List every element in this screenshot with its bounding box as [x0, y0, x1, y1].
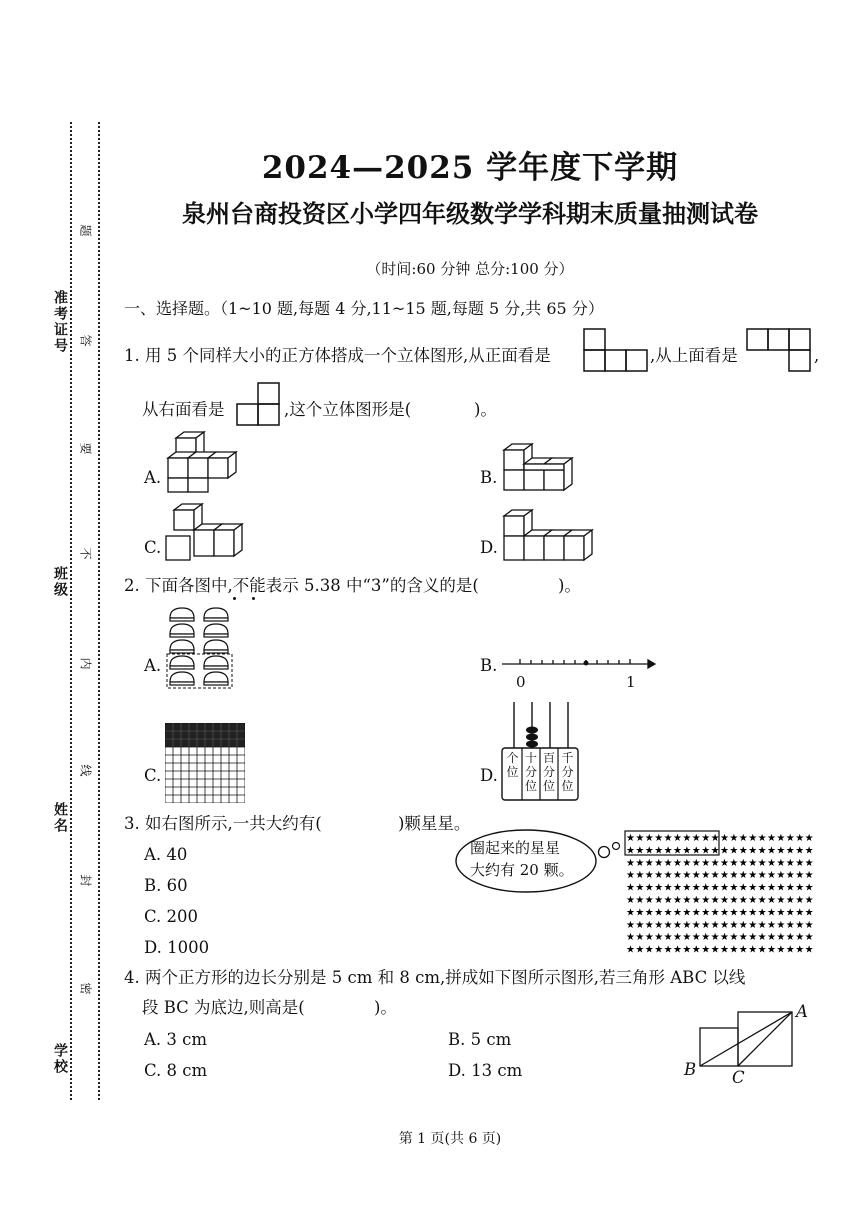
star-icon: ★	[738, 907, 748, 919]
star-icon: ★	[767, 833, 776, 844]
star-icon: ★	[691, 919, 701, 931]
star-icon: ★	[795, 833, 805, 844]
star-icon: ★	[673, 907, 682, 919]
star-icon: ★	[720, 932, 729, 944]
star-icon: ★	[785, 907, 795, 919]
star-icon: ★	[654, 845, 664, 857]
star-icon: ★	[644, 833, 654, 844]
q1-figure-a	[162, 430, 248, 494]
star-icon: ★	[644, 870, 654, 882]
star-icon: ★	[804, 932, 814, 944]
star-icon: ★	[748, 857, 758, 869]
star-icon: ★	[776, 833, 786, 844]
q4-line-2-end: )。	[374, 998, 397, 1017]
star-icon: ★	[626, 845, 635, 857]
star-icon: ★	[720, 882, 729, 894]
time-info: （时间:60 分钟 总分:100 分）	[366, 260, 574, 278]
star-icon: ★	[626, 944, 635, 956]
star-icon: ★	[729, 882, 739, 894]
star-icon: ★	[654, 944, 664, 956]
star-icon: ★	[729, 833, 739, 844]
q2-option-b[interactable]: B.	[480, 656, 498, 675]
star-icon: ★	[748, 882, 758, 894]
q2-hundred-grid	[165, 723, 245, 803]
star-icon: ★	[767, 882, 776, 894]
star-icon: ★	[635, 833, 645, 844]
q1-option-a[interactable]: A.	[144, 468, 162, 487]
q2-stem: 2. 下面各图中,不能表示 5.38 中“3”的含义的是(	[124, 576, 479, 595]
star-icon: ★	[682, 919, 692, 931]
star-icon: ★	[738, 845, 748, 857]
star-icon: ★	[635, 919, 645, 931]
star-icon: ★	[767, 857, 776, 869]
q1-figure-c	[162, 500, 248, 564]
star-icon: ★	[738, 944, 748, 956]
star-icon: ★	[710, 833, 720, 844]
star-icon: ★	[767, 932, 776, 944]
star-icon: ★	[785, 845, 795, 857]
star-icon: ★	[673, 944, 682, 956]
star-icon: ★	[748, 919, 758, 931]
star-icon: ★	[701, 919, 711, 931]
star-icon: ★	[748, 907, 758, 919]
label-name: 姓名	[52, 802, 68, 834]
star-icon: ★	[682, 895, 692, 906]
seal-char: 答	[78, 334, 93, 347]
star-icon: ★	[785, 919, 795, 931]
star-icon: ★	[729, 845, 739, 857]
star-icon: ★	[626, 857, 635, 869]
star-icon: ★	[644, 895, 654, 906]
star-grid	[624, 830, 814, 956]
star-icon: ★	[757, 944, 767, 956]
q1-front-view	[583, 328, 649, 372]
star-icon: ★	[654, 919, 664, 931]
exam-title: 2024—2025 学年度下学期	[261, 150, 679, 186]
bubble-line-1: 圈起来的星星	[470, 839, 561, 857]
star-icon: ★	[691, 932, 701, 944]
star-icon: ★	[748, 845, 758, 857]
star-icon: ★	[644, 857, 654, 869]
abacus-label-tenths: 十分位	[524, 751, 537, 793]
star-icon: ★	[701, 882, 711, 894]
star-icon: ★	[757, 932, 767, 944]
q1-option-c[interactable]: C.	[144, 538, 162, 557]
star-icon: ★	[673, 833, 682, 844]
q4-option-c[interactable]: C. 8 cm	[144, 1061, 208, 1080]
star-icon: ★	[701, 907, 711, 919]
star-icon: ★	[804, 882, 814, 894]
star-icon: ★	[663, 895, 673, 906]
star-icon: ★	[748, 833, 758, 844]
seal-char: 封	[78, 874, 93, 887]
star-icon: ★	[663, 845, 673, 857]
star-icon: ★	[804, 895, 814, 906]
star-icon: ★	[720, 944, 729, 956]
q3-stem-end: )颗星星。	[398, 814, 471, 833]
star-icon: ★	[710, 944, 720, 956]
emphasis-dot	[252, 597, 255, 600]
star-icon: ★	[701, 833, 711, 844]
star-icon: ★	[673, 919, 682, 931]
star-icon: ★	[738, 870, 748, 882]
star-icon: ★	[795, 870, 805, 882]
star-icon: ★	[795, 907, 805, 919]
star-icon: ★	[738, 895, 748, 906]
star-icon: ★	[757, 919, 767, 931]
label-exam-number: 准考证号	[52, 290, 68, 354]
star-icon: ★	[757, 857, 767, 869]
q1-text-6: )。	[474, 400, 497, 419]
q2-option-d[interactable]: D.	[480, 766, 498, 785]
seal-char: 不	[78, 547, 93, 560]
star-icon: ★	[795, 845, 805, 857]
star-icon: ★	[729, 857, 739, 869]
star-icon: ★	[663, 870, 673, 882]
q3-option-c[interactable]: C. 200	[144, 907, 199, 926]
star-icon: ★	[682, 870, 692, 882]
star-icon: ★	[691, 907, 701, 919]
star-icon: ★	[785, 833, 795, 844]
star-icon: ★	[626, 919, 635, 931]
star-icon: ★	[767, 895, 776, 906]
star-icon: ★	[804, 944, 814, 956]
star-icon: ★	[673, 932, 682, 944]
seal-char: 线	[78, 764, 93, 777]
star-icon: ★	[804, 919, 814, 931]
abacus-label-hundredths: 百分位	[542, 751, 555, 793]
star-icon: ★	[785, 895, 795, 906]
q1-text-5: ,这个立体图形是(	[284, 400, 412, 419]
star-icon: ★	[748, 895, 758, 906]
star-icon: ★	[720, 845, 729, 857]
star-icon: ★	[720, 833, 729, 844]
star-icon: ★	[682, 944, 692, 956]
q4-line-2: 段 BC 为底边,则高是(	[142, 998, 305, 1017]
q4-option-b[interactable]: B. 5 cm	[448, 1030, 512, 1049]
star-icon: ★	[654, 870, 664, 882]
star-icon: ★	[682, 833, 692, 844]
star-icon: ★	[720, 907, 729, 919]
q4-triangle-figure	[698, 1010, 798, 1070]
bubble-line-2: 大约有 20 颗。	[470, 861, 574, 879]
star-icon: ★	[701, 932, 711, 944]
star-icon: ★	[729, 932, 739, 944]
star-icon: ★	[776, 870, 786, 882]
star-icon: ★	[785, 882, 795, 894]
seal-char: 密	[78, 982, 93, 995]
point-a-label: A	[796, 1002, 808, 1021]
q1-text-2: ,从上面看是	[650, 346, 738, 365]
star-icon: ★	[701, 895, 711, 906]
star-icon: ★	[682, 932, 692, 944]
seal-char: 内	[78, 657, 93, 670]
star-icon: ★	[654, 857, 664, 869]
star-icon: ★	[804, 907, 814, 919]
star-icon: ★	[776, 932, 786, 944]
star-icon: ★	[804, 870, 814, 882]
exam-subtitle: 泉州台商投资区小学四年级数学学科期末质量抽测试卷	[182, 199, 758, 228]
star-icon: ★	[738, 919, 748, 931]
star-icon: ★	[785, 857, 795, 869]
star-icon: ★	[776, 895, 786, 906]
q1-text-3: ,	[814, 346, 820, 365]
star-icon: ★	[644, 932, 654, 944]
star-icon: ★	[710, 919, 720, 931]
star-icon: ★	[738, 932, 748, 944]
q1-option-b[interactable]: B.	[480, 468, 498, 487]
star-icon: ★	[776, 882, 786, 894]
star-icon: ★	[804, 857, 814, 869]
q1-text-4: 从右面看是	[142, 400, 225, 419]
star-icon: ★	[635, 870, 645, 882]
label-school: 学校	[52, 1043, 68, 1075]
star-icon: ★	[701, 944, 711, 956]
star-icon: ★	[635, 907, 645, 919]
star-icon: ★	[757, 882, 767, 894]
star-icon: ★	[626, 870, 635, 882]
star-icon: ★	[804, 833, 814, 844]
label-class: 班级	[52, 566, 68, 598]
star-icon: ★	[691, 944, 701, 956]
star-icon: ★	[710, 857, 720, 869]
star-icon: ★	[682, 907, 692, 919]
star-icon: ★	[804, 845, 814, 857]
star-icon: ★	[644, 882, 654, 894]
star-icon: ★	[626, 907, 635, 919]
star-icon: ★	[795, 944, 805, 956]
star-icon: ★	[729, 895, 739, 906]
star-icon: ★	[673, 870, 682, 882]
star-icon: ★	[691, 895, 701, 906]
number-line-end: 1	[626, 673, 636, 691]
star-icon: ★	[757, 833, 767, 844]
point-c-label: C	[732, 1068, 745, 1087]
q4-option-a[interactable]: A. 3 cm	[144, 1030, 208, 1049]
seal-char: 题	[78, 224, 93, 237]
star-icon: ★	[757, 845, 767, 857]
star-icon: ★	[663, 833, 673, 844]
abacus-label-thousandths: 千分位	[561, 751, 574, 793]
star-icon: ★	[729, 870, 739, 882]
star-icon: ★	[776, 919, 786, 931]
star-icon: ★	[710, 845, 720, 857]
star-icon: ★	[748, 944, 758, 956]
q4-line-1: 4. 两个正方形的边长分别是 5 cm 和 8 cm,拼成如下图所示图形,若三角形 ABC 以线	[124, 968, 746, 987]
star-icon: ★	[757, 870, 767, 882]
star-icon: ★	[673, 857, 682, 869]
seal-char: 要	[78, 442, 93, 455]
emphasis-dot	[233, 597, 236, 600]
star-icon: ★	[673, 895, 682, 906]
star-icon: ★	[738, 882, 748, 894]
star-icon: ★	[654, 833, 664, 844]
star-icon: ★	[729, 907, 739, 919]
star-icon: ★	[720, 895, 729, 906]
q2-figure-a-bread-icon	[164, 602, 236, 690]
abacus-label-ones: 个位	[506, 751, 519, 779]
q1-figure-b	[498, 438, 584, 494]
star-icon: ★	[710, 932, 720, 944]
star-icon: ★	[710, 882, 720, 894]
star-icon: ★	[673, 845, 682, 857]
section-heading: 一、选择题。（1~10 题,每题 4 分,11~15 题,每题 5 分,共 65 分）	[124, 299, 604, 318]
star-icon: ★	[776, 944, 786, 956]
star-icon: ★	[663, 882, 673, 894]
star-icon: ★	[776, 857, 786, 869]
star-icon: ★	[654, 882, 664, 894]
q1-text-1: 1. 用 5 个同样大小的正方体搭成一个立体图形,从正面看是	[124, 346, 551, 365]
star-icon: ★	[635, 895, 645, 906]
star-icon: ★	[626, 882, 635, 894]
star-icon: ★	[635, 944, 645, 956]
star-icon: ★	[720, 870, 729, 882]
star-icon: ★	[795, 932, 805, 944]
star-icon: ★	[635, 882, 645, 894]
q2-number-line	[500, 654, 656, 672]
star-icon: ★	[767, 907, 776, 919]
star-icon: ★	[682, 882, 692, 894]
point-b-label: B	[684, 1060, 697, 1079]
q2-option-a[interactable]: A.	[144, 656, 162, 675]
star-icon: ★	[644, 944, 654, 956]
star-icon: ★	[795, 919, 805, 931]
star-icon: ★	[626, 895, 635, 906]
star-icon: ★	[663, 944, 673, 956]
star-icon: ★	[748, 870, 758, 882]
star-icon: ★	[663, 919, 673, 931]
q3-stem: 3. 如右图所示,一共大约有(	[124, 814, 322, 833]
star-icon: ★	[785, 944, 795, 956]
star-icon: ★	[757, 907, 767, 919]
star-icon: ★	[663, 932, 673, 944]
star-icon: ★	[710, 907, 720, 919]
page-number: 第 1 页(共 6 页)	[398, 1131, 502, 1147]
star-icon: ★	[626, 833, 635, 844]
q1-right-view	[236, 382, 282, 426]
star-icon: ★	[767, 870, 776, 882]
star-icon: ★	[776, 907, 786, 919]
star-icon: ★	[710, 895, 720, 906]
star-icon: ★	[644, 845, 654, 857]
number-line-start: 0	[516, 673, 526, 691]
star-icon: ★	[691, 857, 701, 869]
star-icon: ★	[785, 870, 795, 882]
q1-figure-d	[498, 506, 608, 566]
star-icon: ★	[785, 932, 795, 944]
q2-stem-end: )。	[558, 576, 581, 595]
star-icon: ★	[691, 882, 701, 894]
q1-option-d[interactable]: D.	[480, 538, 498, 557]
star-icon: ★	[663, 857, 673, 869]
star-icon: ★	[729, 919, 739, 931]
q4-option-d[interactable]: D. 13 cm	[448, 1061, 523, 1080]
star-icon: ★	[701, 845, 711, 857]
q1-top-view	[746, 328, 812, 372]
star-icon: ★	[720, 919, 729, 931]
star-icon: ★	[691, 870, 701, 882]
star-icon: ★	[767, 845, 776, 857]
star-icon: ★	[654, 907, 664, 919]
star-icon: ★	[757, 895, 767, 906]
star-icon: ★	[682, 845, 692, 857]
q3-option-a[interactable]: A. 40	[144, 845, 188, 864]
star-icon: ★	[729, 944, 739, 956]
star-icon: ★	[738, 833, 748, 844]
q3-option-d[interactable]: D. 1000	[144, 938, 210, 957]
star-icon: ★	[795, 895, 805, 906]
star-icon: ★	[644, 919, 654, 931]
star-icon: ★	[795, 882, 805, 894]
star-icon: ★	[673, 882, 682, 894]
star-icon: ★	[644, 907, 654, 919]
star-icon: ★	[767, 919, 776, 931]
star-icon: ★	[738, 857, 748, 869]
star-icon: ★	[691, 833, 701, 844]
star-icon: ★	[654, 932, 664, 944]
star-icon: ★	[748, 932, 758, 944]
star-icon: ★	[635, 845, 645, 857]
q2-option-c[interactable]: C.	[144, 766, 162, 785]
star-icon: ★	[795, 857, 805, 869]
star-icon: ★	[776, 845, 786, 857]
star-icon: ★	[701, 857, 711, 869]
star-icon: ★	[682, 857, 692, 869]
star-icon: ★	[626, 932, 635, 944]
star-icon: ★	[701, 870, 711, 882]
star-icon: ★	[654, 895, 664, 906]
star-icon: ★	[720, 857, 729, 869]
star-icon: ★	[767, 944, 776, 956]
q3-option-b[interactable]: B. 60	[144, 876, 188, 895]
star-icon: ★	[710, 870, 720, 882]
star-icon: ★	[635, 932, 645, 944]
star-icon: ★	[663, 907, 673, 919]
star-icon: ★	[691, 845, 701, 857]
star-icon: ★	[635, 857, 645, 869]
